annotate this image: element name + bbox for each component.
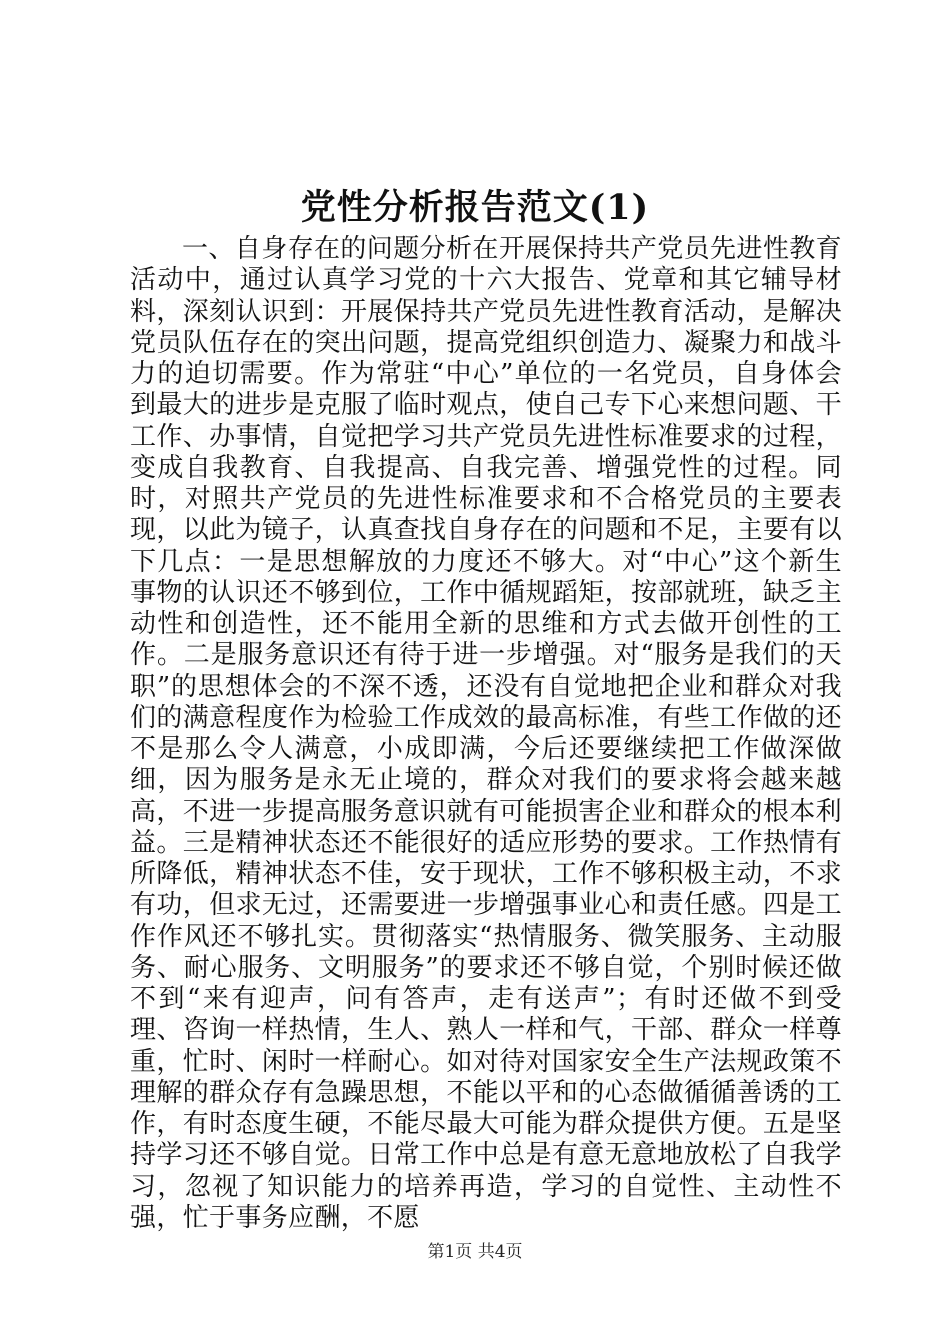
- body-paragraph: 一、自身存在的问题分析在开展保持共产党员先进性教育活动中，通过认真学习党的十六大报告、党章和其它辅导材料，深刻认识到：开展保持共产党员先进性教育活动，是解决党员队伍存在的突出问题，提高党组织创造力、凝聚力和战斗力的迫切需要。作为常驻“中心”单位的一名党员，自身体会到最大的进步是克服了临时观点，使自己专下心来想问题、干工作、办事情，自觉把学习共产党员先进性标准要求的过程，变成自我教育、自我提高、自我完善、增强党性的过程。同时，对照共产党员的先进性标准要求和不合格党员的主要表现，以此为镜子，认真查找自身存在的问题和不足，主要有以下几点：一是思想解放的力度还不够大。对“中心”这个新生事物的认识还不够到位，工作中循规蹈矩，按部就班，缺乏主动性和创造性，还不能用全新的思维和方式去做开创性的工作。二是服务意识还有待于进一步增强。对“服务是我们的天职”的思想体会的不深不透，还没有自觉地把企业和群众对我们的满意程度作为检验工作成效的最高标准，有些工作做的还不是那么令人满意，小成即满，今后还要继续把工作做深做细，因为服务是永无止境的，群众对我们的要求将会越来越高，不进一步提高服务意识就有可能损害企业和群众的根本利益。三是精神状态还不能很好的适应形势的要求。工作热情有所降低，精神状态不佳，安于现状，工作不够积极主动，不求有功，但求无过，还需要进一步增强事业心和责任感。四是工作作风还不够扎实。贯彻落实“热情服务、微笑服务、主动服务、耐心服务、文明服务”的要求还不够自觉，个别时候还做不到“来有迎声，问有答声，走有送声”；有时还做不到受理、咨询一样热情，生人、熟人一样和气，干部、群众一样尊重，忙时、闲时一样耐心。如对待对国家安全生产法规政策不理解的群众存有急躁思想，不能以平和的心态做循循善诱的工作，有时态度生硬，不能尽最大可能为群众提供方便。五是坚持学习还不够自觉。日常工作中总是有意无意地放松了自我学习，忽视了知识能力的培养再造，学习的自觉性、主动性不强，忙于事务应酬，不愿: [130, 234, 842, 1233]
- document-title: 党性分析报告范文(1): [300, 187, 650, 228]
- page-footer: 第1页 共4页: [427, 1242, 523, 1262]
